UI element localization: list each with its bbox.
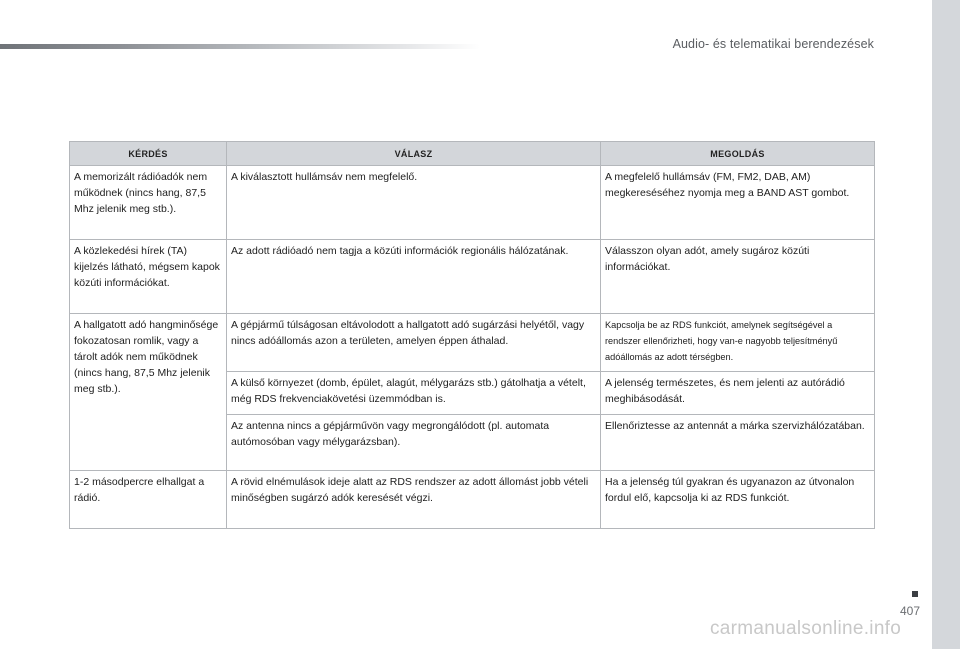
- answer-cell: A rövid elnémulások ideje alatt az RDS rendszer az adott állomást jobb vételi minőségben sugárzó adók keresését végzi.: [227, 471, 601, 529]
- column-header-solution: MEGOLDÁS: [601, 142, 875, 166]
- troubleshooting-table: [69, 141, 875, 529]
- answer-cell: A külső környezet (domb, épület, alagút, mélygarázs stb.) gátolhatja a vételt, még RDS frekvenciakövetési üzemmódban is.: [227, 372, 601, 415]
- column-header-question: KÉRDÉS: [70, 142, 227, 166]
- answer-cell: A gépjármű túlságosan eltávolodott a hallgatott adó sugárzási helyétől, vagy nincs adóállomás azon a területen, amelyen éppen áthalad.: [227, 314, 601, 372]
- question-cell: A hallgatott adó hangminősége fokozatosan romlik, vagy a tárolt adók nem működnek (nincs hang, 87,5 Mhz jelenik meg stb.).: [70, 314, 227, 471]
- column-header-answer: VÁLASZ: [227, 142, 601, 166]
- table-header-row: [70, 142, 875, 166]
- solution-cell: A jelenség természetes, és nem jelenti az autórádió meghibásodását.: [601, 372, 875, 415]
- solution-cell: A megfelelő hullámsáv (FM, FM2, DAB, AM) megkereséséhez nyomja meg a BAND AST gombot.: [601, 166, 875, 240]
- answer-cell: Az antenna nincs a gépjárművön vagy megrongálódott (pl. automata autómosóban vagy mélygarázsban).: [227, 415, 601, 471]
- answer-cell: A kiválasztott hullámsáv nem megfelelő.: [227, 166, 601, 240]
- solution-cell: Ha a jelenség túl gyakran és ugyanazon az útvonalon fordul elő, kapcsolja ki az RDS funkciót.: [601, 471, 875, 529]
- right-margin-bar: [932, 0, 960, 649]
- table-row: [70, 240, 875, 314]
- header-gradient-rule: [0, 44, 480, 49]
- answer-cell: Az adott rádióadó nem tagja a közúti információk regionális hálózatának.: [227, 240, 601, 314]
- solution-cell: Válasszon olyan adót, amely sugároz közúti információkat.: [601, 240, 875, 314]
- question-cell: 1-2 másodpercre elhallgat a rádió.: [70, 471, 227, 529]
- question-cell: A memorizált rádióadók nem működnek (nincs hang, 87,5 Mhz jelenik meg stb.).: [70, 166, 227, 240]
- watermark-text: carmanualsonline.info: [710, 618, 902, 639]
- page-corner-marker: [912, 591, 918, 597]
- table-row: [70, 166, 875, 240]
- table-row: [70, 314, 875, 372]
- solution-cell: Ellenőriztesse az antennát a márka szervizhálózatában.: [601, 415, 875, 471]
- page-number: 407: [900, 604, 921, 618]
- page-header-title: Audio- és telematikai berendezések: [672, 37, 874, 51]
- table-row: [70, 471, 875, 529]
- question-cell: A közlekedési hírek (TA) kijelzés látható, mégsem kapok közúti információkat.: [70, 240, 227, 314]
- solution-cell: Kapcsolja be az RDS funkciót, amelynek segítségével a rendszer ellenőrizheti, hogy van-e nagyobb teljesítményű adóállomás az adott térségben.: [601, 314, 875, 372]
